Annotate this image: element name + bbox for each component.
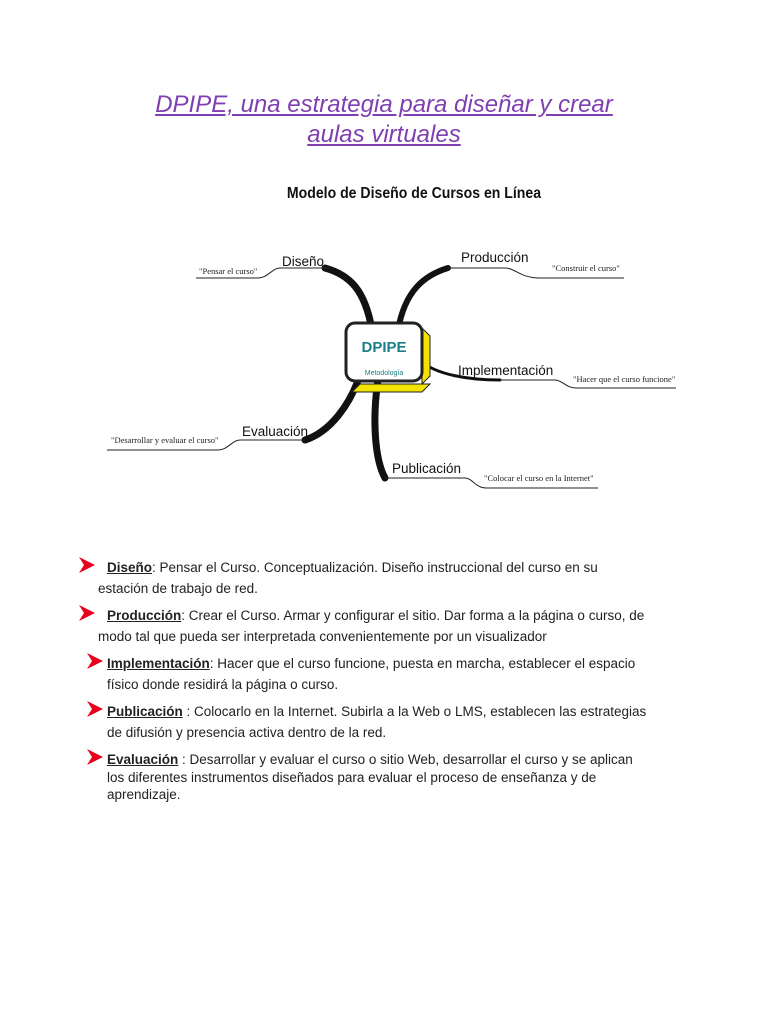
arrowhead-bullet-icon xyxy=(78,604,96,622)
term-separator: : xyxy=(152,560,156,575)
term-separator: : xyxy=(209,656,214,671)
title-line-1: DPIPE, una estrategia para diseñar y crear xyxy=(155,91,613,118)
term-separator: : xyxy=(182,704,191,719)
arrowhead-bullet-icon xyxy=(86,700,104,718)
diagram-heading: Modelo de Diseño de Cursos en Línea xyxy=(286,184,542,203)
note-evaluacion: "Desarrollar y evaluar el curso" xyxy=(111,435,219,445)
term-separator: : xyxy=(181,608,186,623)
item-text-line-2: los diferentes instrumentos diseñados para evaluar el proceso de enseñanza y de xyxy=(107,770,597,785)
branch-label-produccion: Producción xyxy=(461,250,529,265)
item-text-line-2: físico donde residirá la página o curso. xyxy=(107,677,339,692)
item-text-line-1: Desarrollar y evaluar el curso o sitio Web, desarrollar el curso y se aplican xyxy=(185,752,633,767)
branch-label-publicacion: Publicación xyxy=(392,461,462,476)
arrowhead-bullet-icon xyxy=(78,556,96,574)
item-text-line-1: Crear el Curso. Armar y configurar el sitio. Dar forma a la página o curso, de xyxy=(185,608,645,623)
item-text-line-1: Colocarlo en la Internet. Subirla a la Web o LMS, establecen las estrategias xyxy=(190,704,647,719)
branch-produccion xyxy=(398,268,448,330)
title-line-2: aulas virtuales xyxy=(307,121,461,148)
item-text-line-2: estación de trabajo de red. xyxy=(98,581,258,596)
arrowhead-bullet-icon xyxy=(86,652,104,670)
center-label: DPIPE xyxy=(361,339,407,356)
term-implementacion: Implementación xyxy=(107,656,210,671)
item-text-line-1: Hacer que el curso funcione, puesta en marcha, establecer el espacio xyxy=(213,656,636,671)
term-separator: : xyxy=(178,752,186,767)
branch-label-diseno: Diseño xyxy=(282,254,325,269)
note-diseno: "Pensar el curso" xyxy=(199,266,258,276)
note-produccion: "Construir el curso" xyxy=(552,263,620,273)
note-publicacion: "Colocar el curso en la Internet" xyxy=(484,473,594,483)
branch-label-implementacion: Implementación xyxy=(458,363,554,378)
item-text-line-2: modo tal que pueda ser interpretada convenientemente por un visualizador xyxy=(98,629,547,644)
term-publicacion: Publicación xyxy=(107,704,183,719)
branch-diseno xyxy=(325,268,372,330)
term-produccion: Producción xyxy=(107,608,182,623)
item-text-line-1: Pensar el Curso. Conceptualización. Diseño instruccional del curso en su xyxy=(155,560,598,575)
center-node xyxy=(346,323,430,392)
arrowhead-bullet-icon xyxy=(86,748,104,766)
document-title xyxy=(0,90,768,150)
center-sublabel: Metodología xyxy=(364,370,404,377)
branch-publicacion xyxy=(375,380,385,478)
branch-label-evaluacion: Evaluación xyxy=(242,424,309,439)
branch-evaluacion xyxy=(305,375,360,440)
mind-map-diagram xyxy=(0,170,768,510)
term-evaluacion: Evaluación xyxy=(107,752,179,767)
term-diseno: Diseño xyxy=(107,560,153,575)
item-text-line-3: aprendizaje. xyxy=(107,787,181,802)
note-implementacion: "Hacer que el curso funcione" xyxy=(573,374,676,384)
item-text-line-2: de difusión y presencia activa dentro de la red. xyxy=(107,725,387,740)
